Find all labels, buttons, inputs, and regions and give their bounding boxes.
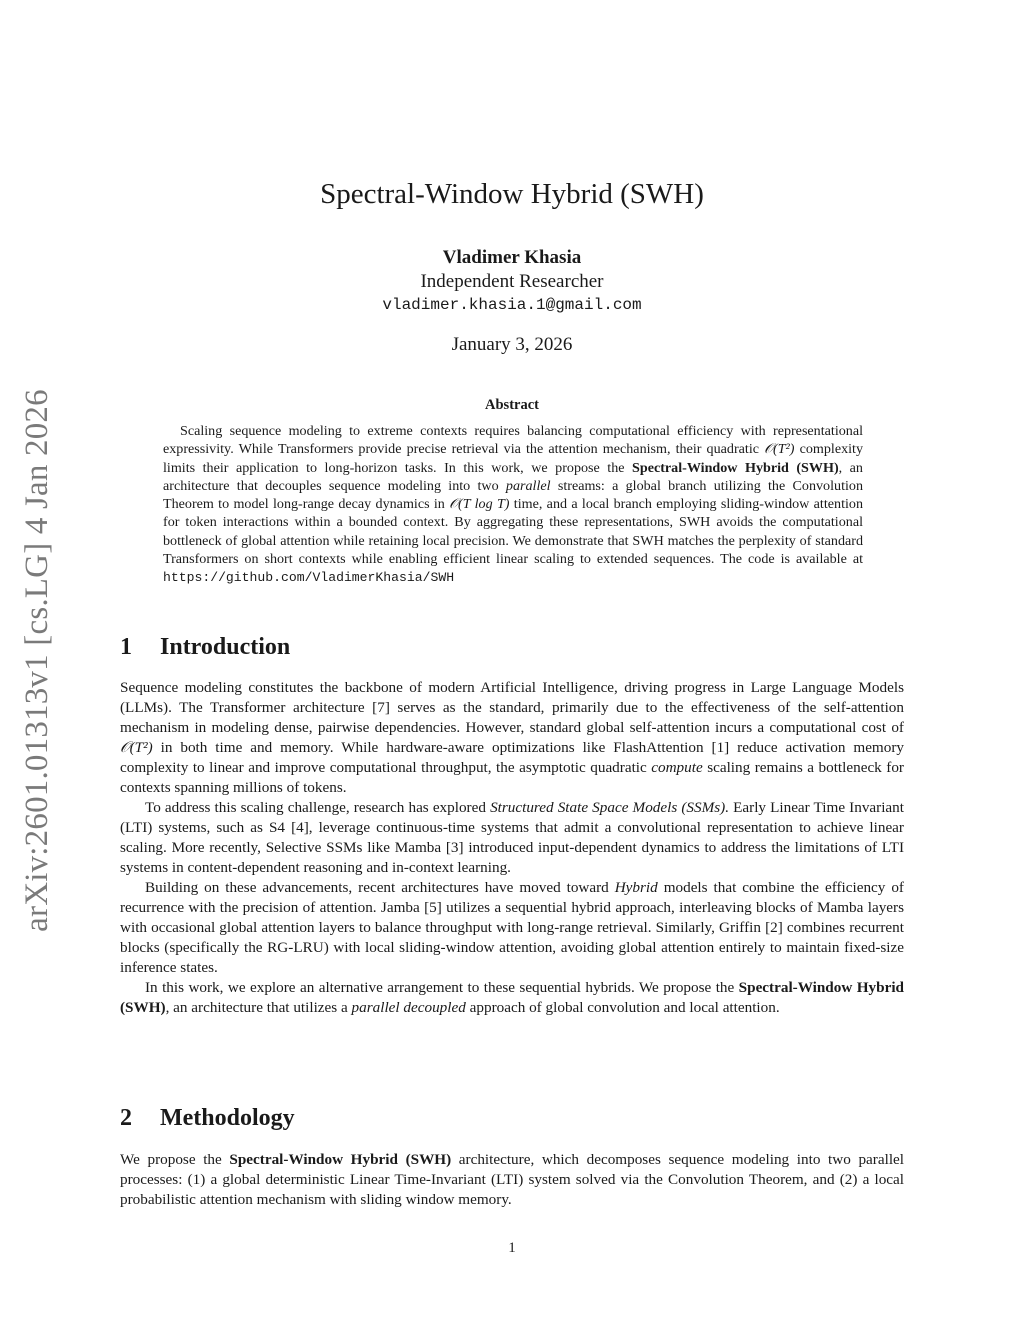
section-number: 1 — [120, 634, 132, 660]
emphasis-text: compute — [651, 759, 703, 776]
paper-title: Spectral-Window Hybrid (SWH) — [320, 178, 704, 210]
abstract-text: , an architecture that decouples sequence modeling into two — [163, 459, 863, 494]
page-number: 1 — [508, 1240, 516, 1256]
emphasis-text: Hybrid — [614, 879, 658, 896]
model-name-bold: Spectral-Window Hybrid (SWH) — [229, 1151, 452, 1168]
arxiv-identifier-text: arXiv:2601.01313v1 [cs.LG] 4 Jan 2026 — [18, 388, 55, 932]
abstract-body — [163, 422, 863, 588]
paper-date: January 3, 2026 — [451, 334, 573, 355]
paragraph: In this work, we explore an alternative arrangement to these sequential hybrids. We propose the Spectral-Window Hybrid (SWH), an architecture that utilizes a parallel decoupled approach of global convolution and local attention. — [120, 979, 904, 1016]
emphasis-text: Structured State Space Models (SSMs). — [490, 799, 730, 816]
abstract-text: time, and a local branch employing sliding-window attention for token interactions within a bounded context. By aggregating these representations, SWH avoids the computational bottleneck of global attention while retaining local precision. We demonstrate that SWH matches the perplexity of standard Transformers on short contexts while enabling efficient linear scaling to extended sequences. The code is available at — [163, 496, 863, 568]
math-expression: 𝒪(T²) — [120, 739, 153, 756]
paragraph: Building on these advancements, recent architectures have moved toward Hybrid models that combine the efficiency of recurrence with the precision of attention. Jamba [5] utilizes a sequential hybrid approach, interleaving blocks of Mamba layers with occasional global attention layers to balance throughput with long-range retrieval. Similarly, Griffin [2] combines recurrent blocks (specifically the RG-LRU) with local sliding-window attention, avoiding global attention entirely to maintain fixed-size inference states. — [120, 879, 904, 976]
section-heading-introduction — [120, 634, 904, 661]
author-name: Vladimer Khasia — [442, 247, 582, 268]
math-expression: 𝒪(T²) — [764, 441, 795, 458]
arxiv-identifier-stamp — [8, 377, 66, 943]
emphasis-text: parallel decoupled — [351, 999, 466, 1016]
paragraph: We propose the Spectral-Window Hybrid (SWH) architecture, which decomposes sequence modeling into two parallel processes: (1) a global deterministic Linear Time-Invariant (LTI) system solved via the Convolution Theorem, and (2) a local probabilistic attention mechanism with sliding window memory. — [120, 1151, 904, 1208]
abstract-text: streams: a global branch utilizing the Convolution Theorem to model long-range decay dynamics in — [163, 477, 863, 513]
code-url-link[interactable]: https://github.com/VladimerKhasia/SWH — [163, 570, 455, 586]
methodology-body — [120, 1150, 904, 1210]
abstract-text: Scaling sequence modeling to extreme contexts requires balancing computational efficiency with representational expressivity. While Transformers provide precise retrieval via the attention mechanism, their quadratic — [163, 423, 863, 458]
abstract-text: complexity limits their application to long-horizon tasks. In this work, we propose the — [163, 441, 863, 476]
emphasis-text: parallel — [505, 477, 551, 494]
author-affiliation: Independent Researcher — [420, 271, 604, 292]
section-title: Methodology — [160, 1105, 295, 1131]
author-email[interactable]: vladimer.khasia.1@gmail.com — [382, 296, 642, 314]
abstract-heading: Abstract — [485, 397, 539, 413]
introduction-body — [120, 678, 904, 1018]
paragraph: Sequence modeling constitutes the backbone of modern Artificial Intelligence, driving progress in Large Language Models (LLMs). The Transformer architecture [7] serves as the standard, primarily due to the effectiveness of the self-attention mechanism in modeling dense, pairwise dependencies. However, standard global self-attention incurs a computational cost of 𝒪(T²) in both time and memory. While hardware-aware optimizations like FlashAttention [1] reduce activation memory complexity to linear and improve computational throughput, the asymptotic quadratic compute scaling remains a bottleneck for contexts spanning millions of tokens. — [120, 679, 904, 796]
model-name-bold: Spectral-Window Hybrid (SWH) — [632, 459, 839, 476]
math-expression: 𝒪(T log T) — [449, 496, 510, 513]
paragraph: To address this scaling challenge, research has explored Structured State Space Models (SSMs). Early Linear Time Invariant (LTI) systems, such as S4 [4], leverage continuous-time systems that admit a convolutional representation to achieve linear scaling. More recently, Selective SSMs like Mamba [3] introduced input-dependent dynamics to address the limitations of LTI systems in content-dependent reasoning and in-context learning. — [120, 799, 904, 876]
section-heading-methodology — [120, 1105, 904, 1132]
model-name-bold: Spectral-Window Hybrid (SWH) — [120, 979, 904, 1016]
section-title: Introduction — [160, 634, 291, 660]
section-number: 2 — [120, 1105, 132, 1131]
